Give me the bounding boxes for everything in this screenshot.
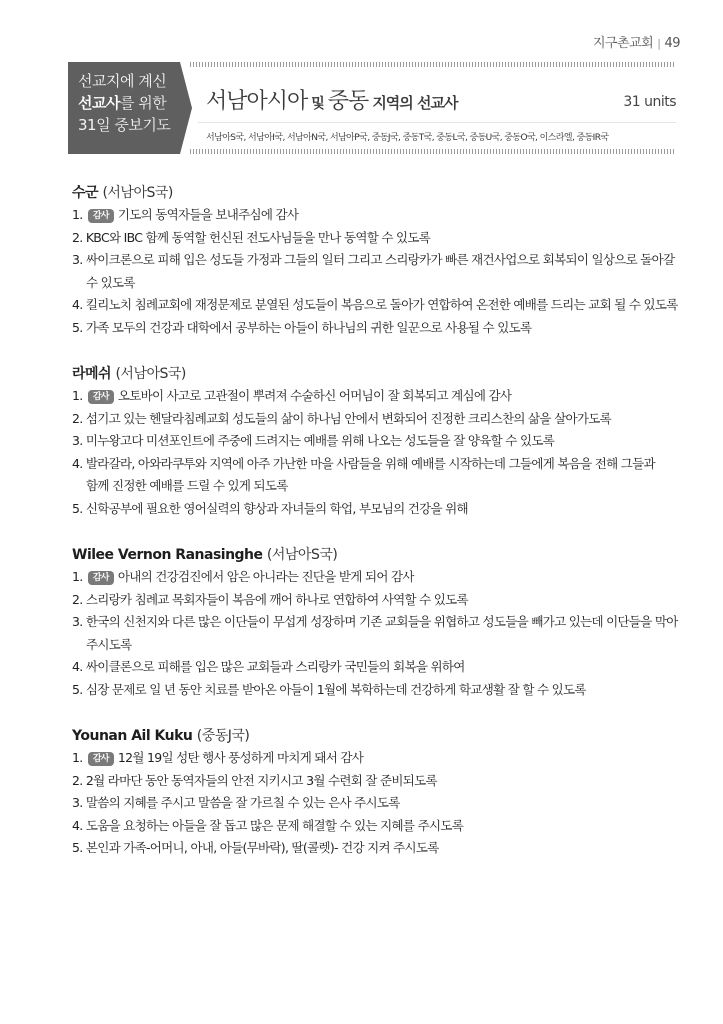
prayer-item xyxy=(72,589,683,612)
item-number: 4. xyxy=(72,455,83,471)
series-label-box xyxy=(68,62,180,154)
thanks-badge: 감사 xyxy=(88,209,114,223)
prayer-item xyxy=(72,837,683,860)
item-number: 2. xyxy=(72,229,83,245)
item-number: 2. xyxy=(72,772,83,788)
prayer-item xyxy=(72,656,683,679)
prayer-item xyxy=(72,453,683,498)
missionary-section xyxy=(72,363,683,520)
item-text: 본인과 가족-어머니, 아내, 아들(무바락), 딸(콜렛)- 건강 지켜 주시도록 xyxy=(85,840,439,855)
item-text-continued: 주시도록 xyxy=(86,636,132,652)
missionary-name: Wilee Vernon Ranasinghe xyxy=(72,547,263,563)
prayer-item xyxy=(72,317,683,340)
prayer-item xyxy=(72,385,683,408)
item-number: 4. xyxy=(72,659,83,674)
series-label-line3: 31일 중보기도 xyxy=(78,116,171,134)
title-region-1: 서남아시아 xyxy=(206,89,308,114)
missionary-name: 수군 xyxy=(72,185,99,201)
arrow-shape xyxy=(180,62,192,154)
thanks-badge: 감사 xyxy=(88,752,114,766)
missionary-section xyxy=(72,544,683,701)
item-text: 신학공부에 필요한 영어실력의 향상과 자녀들의 학업, 부모님의 건강을 위해 xyxy=(85,500,468,516)
missionary-name: Younan Ail Kuku xyxy=(72,728,193,744)
item-number: 3. xyxy=(72,252,83,267)
item-number: 5. xyxy=(72,319,83,335)
page-number: 49 xyxy=(664,36,680,51)
divider xyxy=(198,122,676,123)
prayer-list xyxy=(72,182,683,884)
page-title xyxy=(206,84,457,115)
item-text: 도움을 요청하는 아들을 잘 돕고 많은 문제 해결할 수 있는 지혜를 주시도록 xyxy=(85,817,464,833)
item-text: 싸이클론으로 피해를 입은 많은 교회들과 스리랑카 국민들의 회복을 위하여 xyxy=(85,659,465,674)
item-text: 기도의 동역자들을 보내주심에 감사 xyxy=(117,207,299,222)
units-count: 31 units xyxy=(623,94,676,110)
running-head xyxy=(593,32,680,51)
item-number: 3. xyxy=(72,795,83,810)
title-tail: 지역의 선교사 xyxy=(372,94,458,112)
item-text: 스리랑카 침례교 목회자들이 복음에 깨어 하나로 연합하여 사역할 수 있도록 xyxy=(85,591,468,607)
item-text: 킬리노치 침례교회에 재정문제로 분열된 성도들이 복음으로 돌아가 연합하여 온전한 예배를 드리는 교회 될 수 있도록 xyxy=(85,297,678,312)
missionary-region: (서남아S국) xyxy=(115,366,186,382)
item-text: 한국의 신천지와 다른 많은 이단들이 무섭게 성장하며 기존 교회들을 위협하고 성도들을 빼가고 있는데 이단들을 막아 xyxy=(85,614,678,629)
item-text: 미누왕고다 미션포인트에 주중에 드려지는 예배를 위해 나오는 성도들을 잘 양육할 수 있도록 xyxy=(85,433,555,448)
prayer-item xyxy=(72,815,683,838)
missionary-section xyxy=(72,725,683,860)
item-text-continued: 함께 진정한 예배를 드릴 수 있게 되도록 xyxy=(86,478,288,493)
prayer-item xyxy=(72,792,683,815)
item-text: 오토바이 사고로 고관절이 뿌려져 수술하신 어머님이 잘 회복되고 계심에 감사 xyxy=(117,388,512,403)
title-conjunction: 및 xyxy=(311,96,324,112)
country-list: 서남아S국, 서남아I국, 서남아N국, 서남아P국, 중동J국, 중동T국, 중동L국, 중동U국, 중동O국, 이스라엘, 중동IR국 xyxy=(206,133,609,143)
thanks-badge: 감사 xyxy=(88,390,114,404)
prayer-item xyxy=(72,747,683,770)
missionary-region: (서남아S국) xyxy=(102,185,173,201)
missionary-name: 라메쉬 xyxy=(72,366,112,382)
item-text: 2월 라마단 동안 동역자들의 안전 지키시고 3월 수련회 잘 준비되도록 xyxy=(85,772,437,788)
item-text: KBC와 IBC 함께 동역할 헌신된 전도사님들을 만나 동역할 수 있도록 xyxy=(85,229,431,245)
item-number: 2. xyxy=(72,591,83,607)
missionary-region: (서남아S국) xyxy=(266,547,338,563)
thanks-badge: 감사 xyxy=(88,571,114,585)
prayer-item xyxy=(72,498,683,521)
item-text: 섬기고 있는 헨달라침례교회 성도들의 삶이 하나님 안에서 변화되어 진정한 크리스찬의 삶을 살아가도록 xyxy=(85,410,611,426)
series-label-line1: 선교지에 계신 xyxy=(78,72,167,90)
prayer-item xyxy=(72,249,683,294)
item-text: 가족 모두의 건강과 대학에서 공부하는 아들이 하나님의 귀한 일꾼으로 사용될 수 있도록 xyxy=(85,319,532,335)
item-number: 5. xyxy=(72,681,83,697)
prayer-item xyxy=(72,294,683,317)
item-number: 3. xyxy=(72,433,83,448)
item-number: 4. xyxy=(72,817,83,833)
series-label-bold: 선교사 xyxy=(78,94,120,112)
item-number: 5. xyxy=(72,840,83,855)
item-number: 5. xyxy=(72,500,83,516)
item-text: 발라갈라, 아와라쿠투와 지역에 아주 가난한 마을 사람들을 위해 예배를 시작하는데 그들에게 복음을 전해 그들과 xyxy=(85,455,655,471)
missionary-section xyxy=(72,182,683,339)
item-number: 1. xyxy=(72,569,83,584)
prayer-item xyxy=(72,566,683,589)
running-head-separator: | xyxy=(657,37,661,50)
item-text: 심장 문제로 일 년 동안 치료를 받아온 아들이 1월에 복학하는데 건강하게 학교생활 잘 할 수 있도록 xyxy=(85,681,586,697)
title-region-2: 중동 xyxy=(327,89,369,114)
dotted-rule-bottom xyxy=(190,149,676,154)
series-label-line2 xyxy=(78,92,180,114)
prayer-item xyxy=(72,430,683,453)
prayer-item xyxy=(72,204,683,227)
dotted-rule-top xyxy=(190,62,676,67)
item-text: 싸이크론으로 피해 입은 성도들 가정과 그들의 일터 그리고 스리랑카가 빠른 재건사업으로 회복되이 일상으로 돌아갈 xyxy=(85,252,675,267)
series-label-rest: 를 위한 xyxy=(119,94,167,112)
prayer-item xyxy=(72,679,683,702)
item-text: 말씀의 지혜를 주시고 말씀을 잘 가르칠 수 있는 은사 주시도록 xyxy=(85,795,400,810)
item-number: 4. xyxy=(72,297,83,312)
item-number: 1. xyxy=(72,207,83,222)
item-text-continued: 수 있도록 xyxy=(86,274,135,290)
missionary-region: (중동J국) xyxy=(196,728,250,744)
item-number: 1. xyxy=(72,750,83,765)
missionary-name-heading xyxy=(72,363,683,385)
prayer-item xyxy=(72,227,683,250)
item-number: 2. xyxy=(72,410,83,426)
item-text: 아내의 건강검진에서 암은 아니라는 진단을 받게 되어 감사 xyxy=(117,569,414,584)
running-head-title: 지구촌교회 xyxy=(592,36,654,51)
missionary-name-heading xyxy=(72,182,683,204)
item-number: 3. xyxy=(72,614,83,629)
item-text: 12월 19일 성탄 행사 풍성하게 마치게 돼서 감사 xyxy=(117,750,364,765)
prayer-item xyxy=(72,408,683,431)
prayer-item xyxy=(72,611,683,656)
missionary-name-heading xyxy=(72,544,683,566)
item-number: 1. xyxy=(72,388,83,403)
section-banner xyxy=(68,62,676,154)
missionary-name-heading xyxy=(72,725,683,747)
prayer-item xyxy=(72,770,683,793)
